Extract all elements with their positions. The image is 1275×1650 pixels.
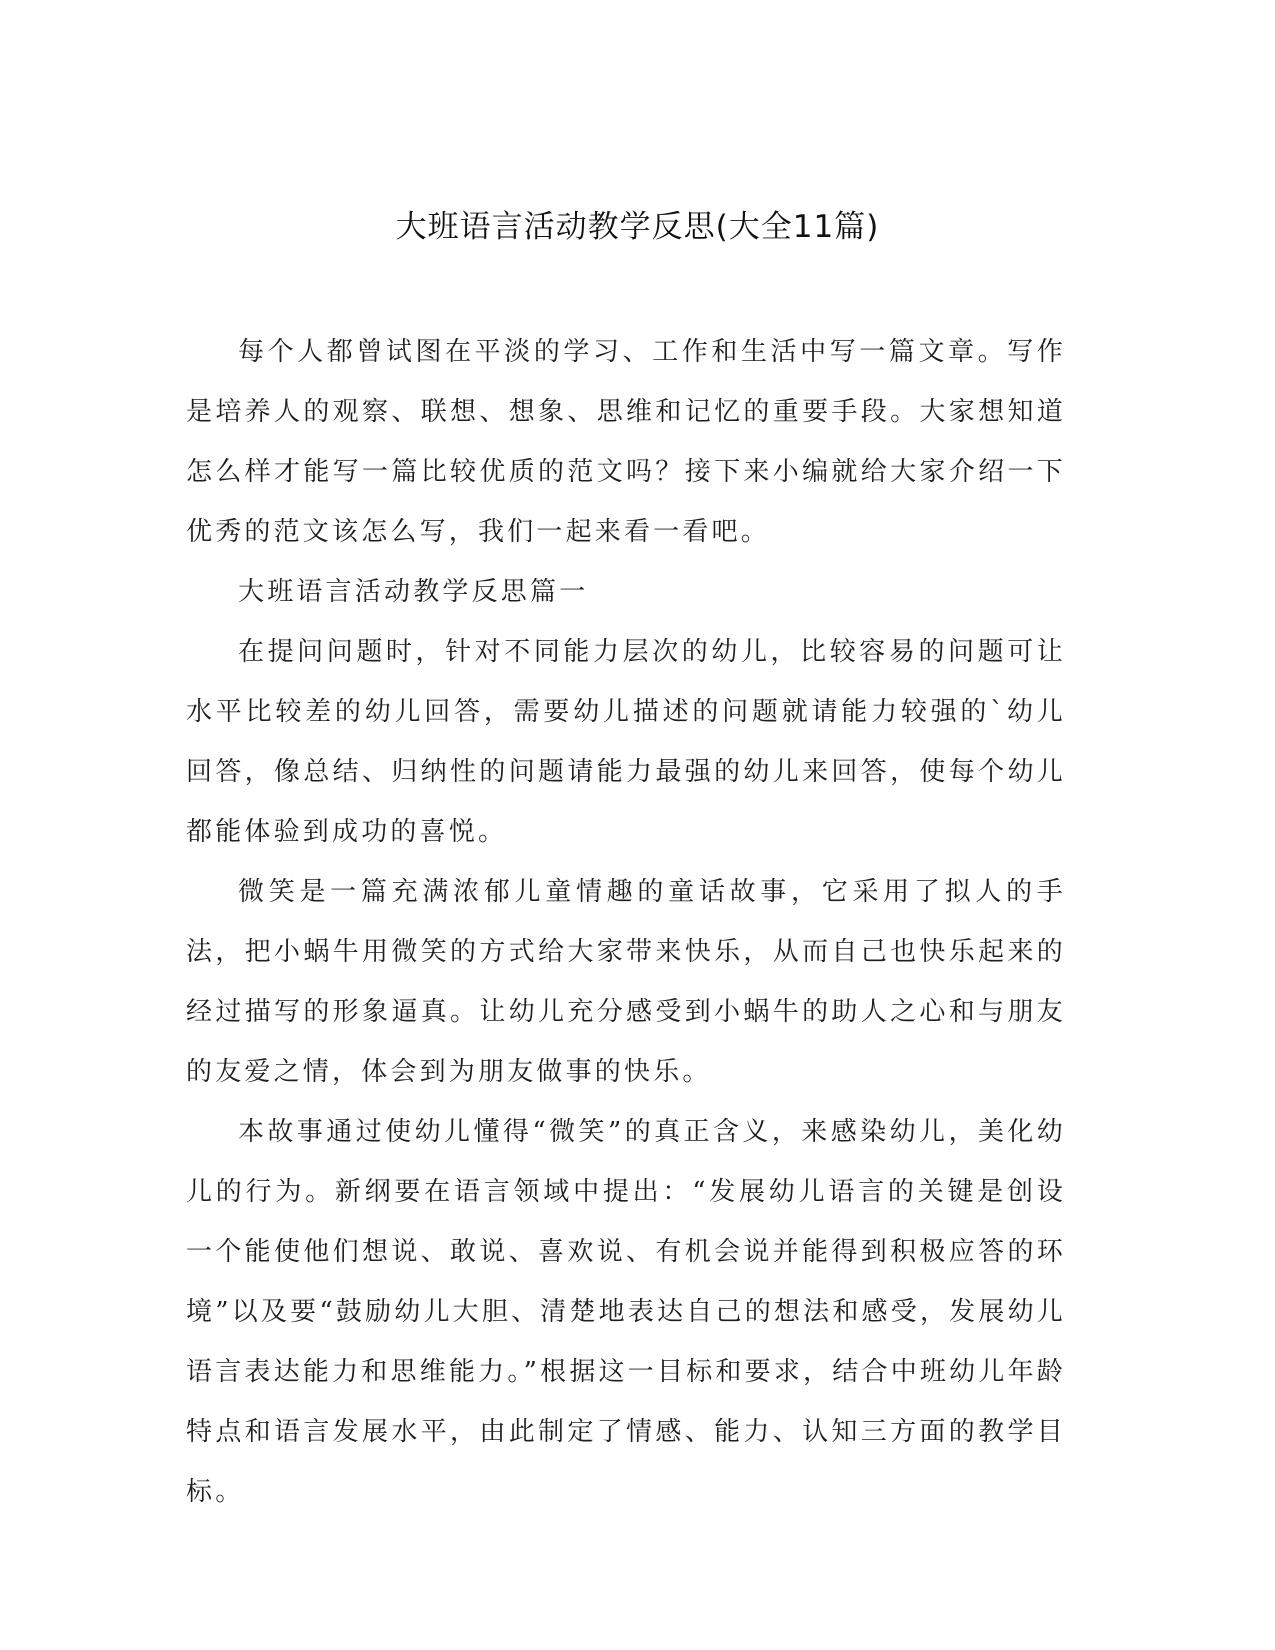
document-body bbox=[186, 322, 1066, 1522]
body-paragraph: 本故事通过使幼儿懂得“微笑”的真正含义，来感染幼儿，美化幼儿的行为。新纲要在语言领域中提出：“发展幼儿语言的关键是创设一个能使他们想说、敢说、喜欢说、有机会说并能得到积极应答的环境”以及要“鼓励幼儿大胆、清楚地表达自己的想法和感受，发展幼儿语言表达能力和思维能力。”根据这一目标和要求，结合中班幼儿年龄特点和语言发展水平，由此制定了情感、能力、认知三方面的教学目标。 bbox=[186, 1117, 1066, 1507]
section-heading: 大班语言活动教学反思篇一 bbox=[238, 577, 589, 607]
body-paragraph: 在提问问题时，针对不同能力层次的幼儿，比较容易的问题可让水平比较差的幼儿回答，需要幼儿描述的问题就请能力较强的`幼儿回答，像总结、归纳性的问题请能力最强的幼儿来回答，使每个幼儿都能体验到成功的喜悦。 bbox=[186, 637, 1066, 847]
intro-paragraph: 每个人都曾试图在平淡的学习、工作和生活中写一篇文章。写作是培养人的观察、联想、想象、思维和记忆的重要手段。大家想知道怎么样才能写一篇比较优质的范文吗？接下来小编就给大家介绍一下优秀的范文该怎么写，我们一起来看一看吧。 bbox=[186, 337, 1066, 547]
body-paragraph: 微笑是一篇充满浓郁儿童情趣的童话故事，它采用了拟人的手法，把小蜗牛用微笑的方式给大家带来快乐，从而自己也快乐起来的经过描写的形象逼真。让幼儿充分感受到小蜗牛的助人之心和与朋友的友爱之情，体会到为朋友做事的快乐。 bbox=[186, 877, 1066, 1087]
document-title: 大班语言活动教学反思(大全11篇) bbox=[395, 209, 880, 245]
